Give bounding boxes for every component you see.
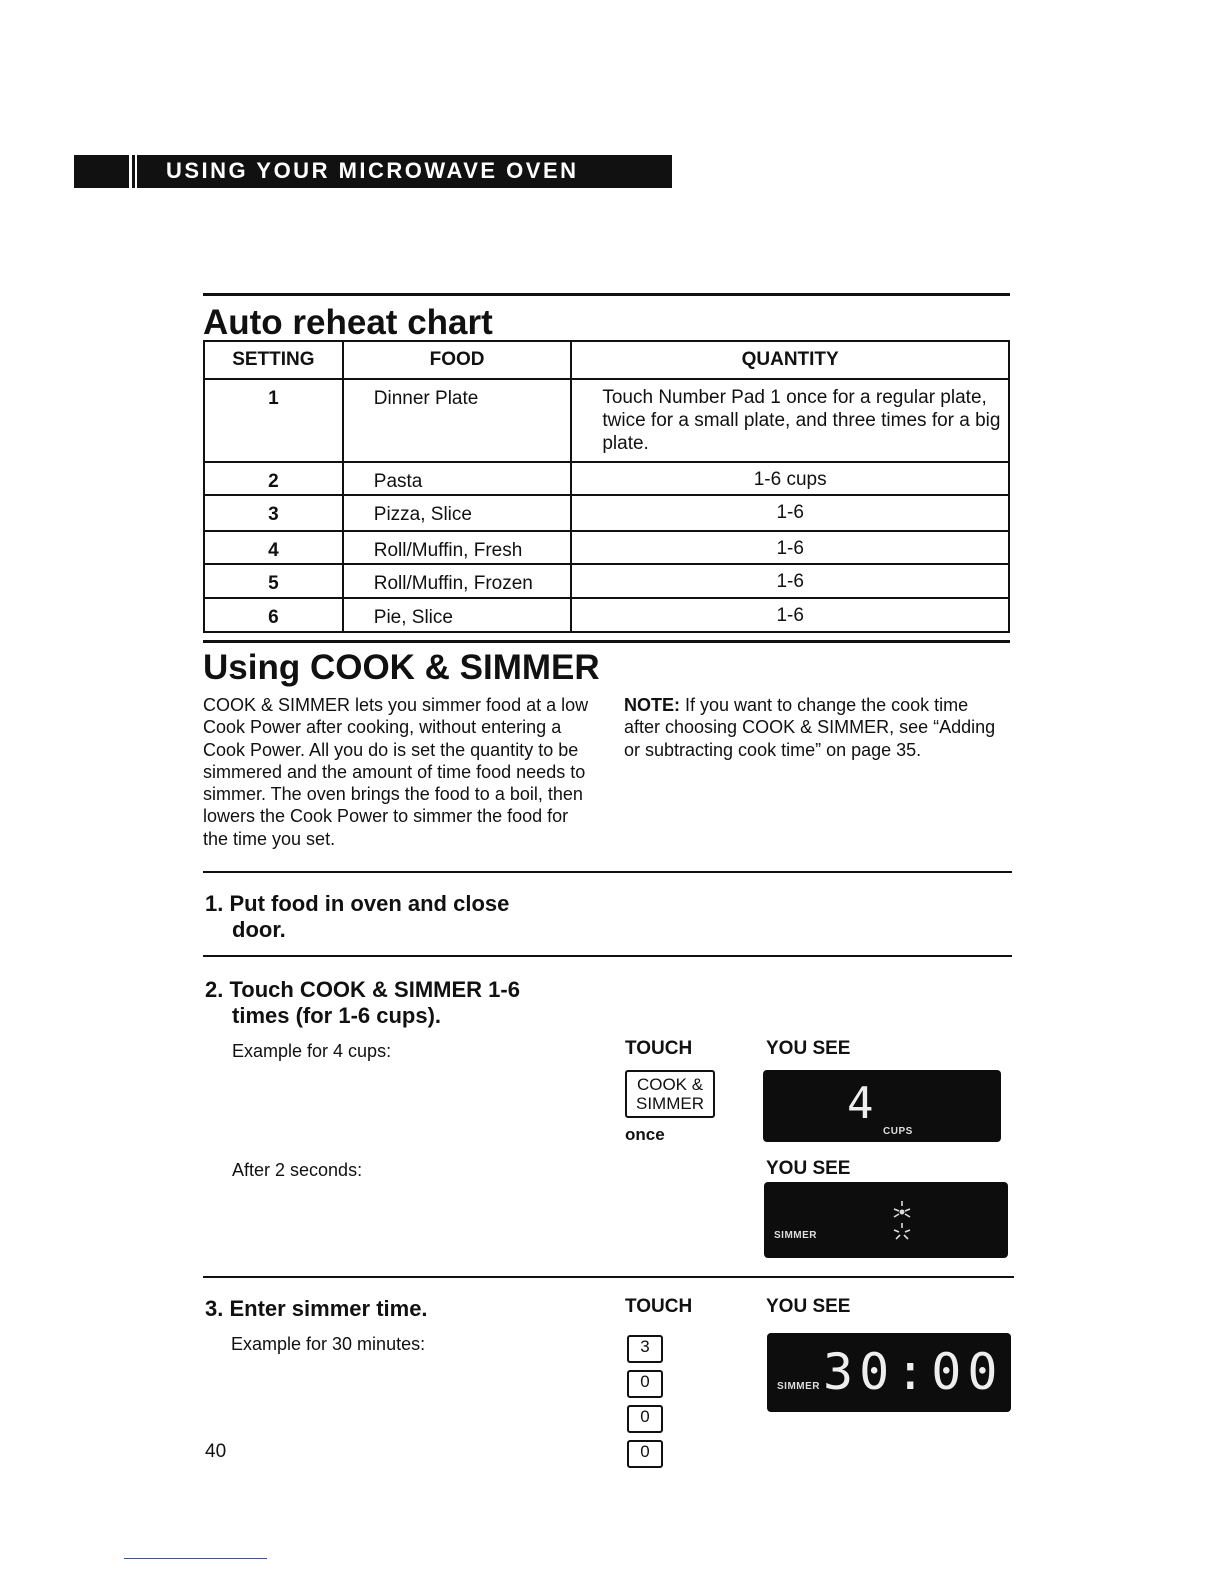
table-row [204, 379, 1009, 462]
you-see-label: YOU SEE [766, 1158, 851, 1179]
setting-cell: 3 [204, 495, 343, 531]
step-divider [203, 871, 1012, 873]
cook-simmer-title: Using COOK & SIMMER [203, 648, 600, 687]
quantity-cell: 1-6 [571, 495, 1009, 531]
number-key-0[interactable]: 0 [627, 1440, 663, 1468]
top-rule [203, 293, 1010, 296]
display-simmer-time [767, 1333, 1011, 1412]
step-1-line-1: 1. Put food in oven and close [205, 891, 510, 916]
step-3-title: 3. Enter simmer time. [205, 1296, 428, 1321]
setting-cell: 1 [204, 379, 343, 462]
section-rule [203, 640, 1010, 643]
key-label: SIMMER [636, 1094, 704, 1113]
page-number: 40 [205, 1441, 227, 1462]
table-row [204, 462, 1009, 495]
number-key-3[interactable]: 3 [627, 1335, 663, 1363]
step-2-line-2: times (for 1-6 cups). [232, 1003, 442, 1028]
auto-reheat-table [203, 340, 1010, 633]
key-label: COOK & [636, 1075, 704, 1094]
header-divider [129, 155, 132, 188]
setting-cell: 5 [204, 564, 343, 598]
note-label: NOTE: [624, 695, 680, 715]
table-row [204, 564, 1009, 598]
cook-simmer-key[interactable] [625, 1070, 715, 1118]
food-cell: Pizza, Slice [343, 495, 572, 531]
column-header: SETTING [204, 341, 343, 379]
setting-cell: 2 [204, 462, 343, 495]
step-2-line-1: 2. Touch COOK & SIMMER 1-6 [205, 977, 520, 1002]
display-quantity: 4 [847, 1078, 874, 1129]
table-row [204, 495, 1009, 531]
column-header: FOOD [343, 341, 572, 379]
once-label: once [625, 1125, 665, 1144]
cook-simmer-intro: COOK & SIMMER lets you simmer food at a low Cook Power after cooking, without entering a Cook Power. All you do is set the quantity to be simmered and the amount of time food needs to simmer. The oven brings the food to a boil, then lowers the Cook Power to simmer the food for the time you set. [203, 695, 589, 849]
setting-cell: 6 [204, 598, 343, 632]
step-divider [203, 1276, 1014, 1278]
number-key-0[interactable]: 0 [627, 1405, 663, 1433]
note-text: If you want to change the cook time after choosing COOK & SIMMER, see “Adding or subtracting cook time” on page 35. [624, 695, 996, 760]
section-header-title: USING YOUR MICROWAVE OVEN [166, 158, 579, 183]
display-simmer-label: SIMMER [774, 1230, 817, 1241]
quantity-cell: 1-6 [571, 531, 1009, 564]
display-unit: CUPS [883, 1126, 913, 1137]
display-time: 30:00 [823, 1343, 1004, 1401]
quantity-cell: 1-6 [571, 598, 1009, 632]
food-cell: Pasta [343, 462, 572, 495]
touch-label: TOUCH [625, 1038, 693, 1059]
food-cell: Dinner Plate [343, 379, 572, 462]
display-cups [763, 1070, 1001, 1142]
food-cell: Roll/Muffin, Frozen [343, 564, 572, 598]
you-see-label: YOU SEE [766, 1038, 851, 1059]
step-divider [203, 955, 1012, 957]
quantity-cell: Touch Number Pad 1 once for a regular plate, twice for a small plate, and three times for a big plate. [571, 379, 1009, 462]
column-header: QUANTITY [571, 341, 1009, 379]
step-2-after: After 2 seconds: [232, 1160, 363, 1180]
step-3-example: Example for 30 minutes: [231, 1334, 426, 1354]
food-cell: Roll/Muffin, Fresh [343, 531, 572, 564]
table-header-row [204, 341, 1009, 379]
steam-icon [888, 1198, 916, 1242]
step-1-line-2: door. [232, 917, 286, 942]
note-paragraph [624, 694, 1008, 761]
quantity-cell: 1-6 [571, 564, 1009, 598]
table-row [204, 531, 1009, 564]
header-divider [135, 155, 137, 188]
you-see-label: YOU SEE [766, 1296, 851, 1317]
touch-label: TOUCH [625, 1296, 693, 1317]
setting-cell: 4 [204, 531, 343, 564]
table-row [204, 598, 1009, 632]
quantity-cell: 1-6 cups [571, 462, 1009, 495]
auto-reheat-title: Auto reheat chart [203, 303, 493, 342]
step-2-example: Example for 4 cups: [232, 1041, 392, 1061]
display-simmer-label: SIMMER [777, 1381, 820, 1392]
footer-link-rule [124, 1558, 267, 1559]
display-simmer [764, 1182, 1008, 1258]
food-cell: Pie, Slice [343, 598, 572, 632]
number-key-0[interactable]: 0 [627, 1370, 663, 1398]
